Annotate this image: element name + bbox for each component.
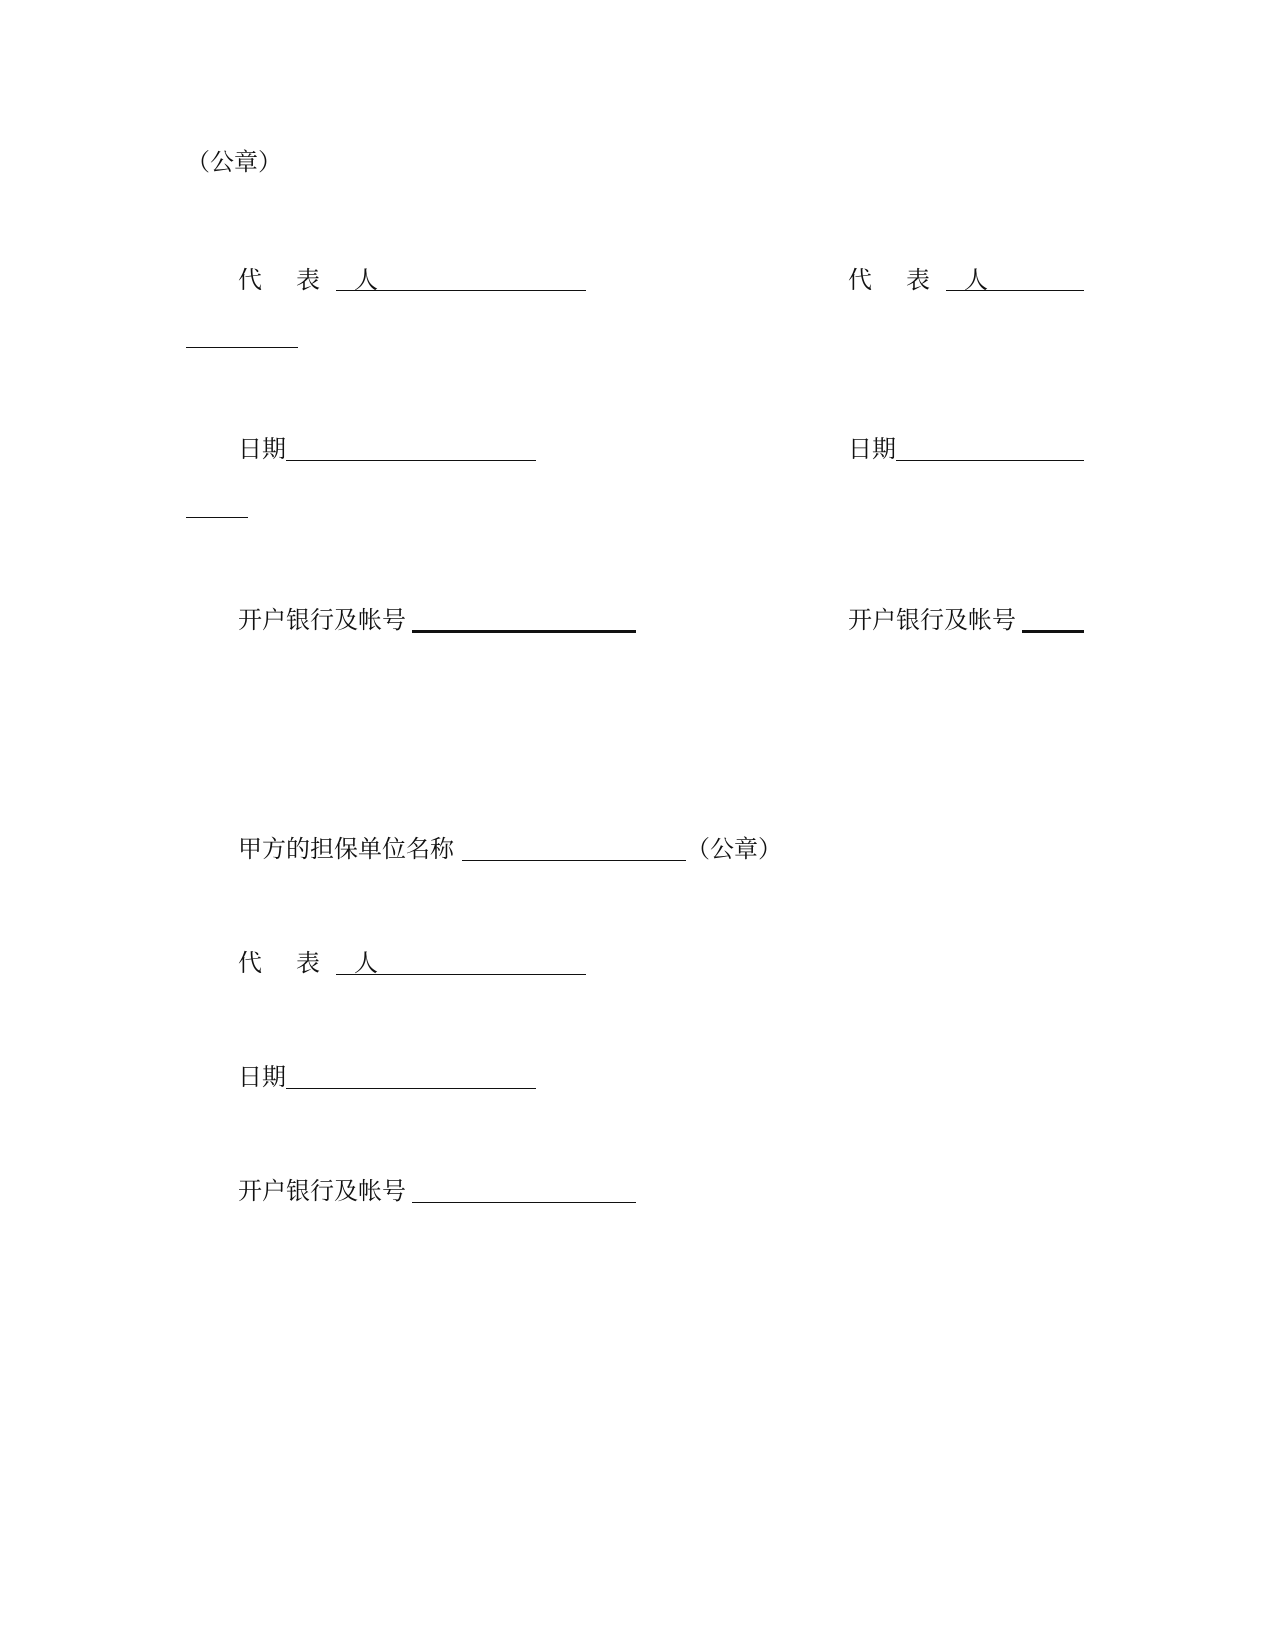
- left-date-blank: [286, 460, 536, 461]
- guarantor-bank-label: 开户银行及帐号: [238, 1177, 406, 1205]
- guarantor-representative-label: 代 表 人: [238, 949, 392, 977]
- left-bank-blank: [412, 630, 636, 633]
- left-bank-label: 开户银行及帐号: [238, 606, 406, 634]
- seal-label-top: （公章）: [186, 148, 282, 176]
- guarantor-bank-blank: [412, 1202, 636, 1203]
- right-bank-label: 开户银行及帐号: [848, 606, 1016, 634]
- right-representative-blank: [946, 290, 1084, 291]
- left-representative-blank: [336, 290, 586, 291]
- left-representative-label: 代 表 人: [238, 266, 392, 294]
- right-date-label: 日期: [848, 435, 896, 463]
- guarantor-name-blank: [462, 860, 686, 861]
- guarantor-name-label: 甲方的担保单位名称: [238, 835, 454, 863]
- guarantor-date-blank: [286, 1088, 536, 1089]
- right-date-blank: [896, 460, 1084, 461]
- left-date-label: 日期: [238, 435, 286, 463]
- right-bank-blank: [1022, 630, 1084, 633]
- right-date-blank-wrap: [186, 517, 248, 518]
- guarantor-date-label: 日期: [238, 1063, 286, 1091]
- right-representative-label: 代 表 人: [848, 266, 1002, 294]
- right-representative-blank-wrap: [186, 347, 298, 348]
- guarantor-seal-label: （公章）: [686, 835, 782, 863]
- guarantor-representative-blank: [336, 974, 586, 975]
